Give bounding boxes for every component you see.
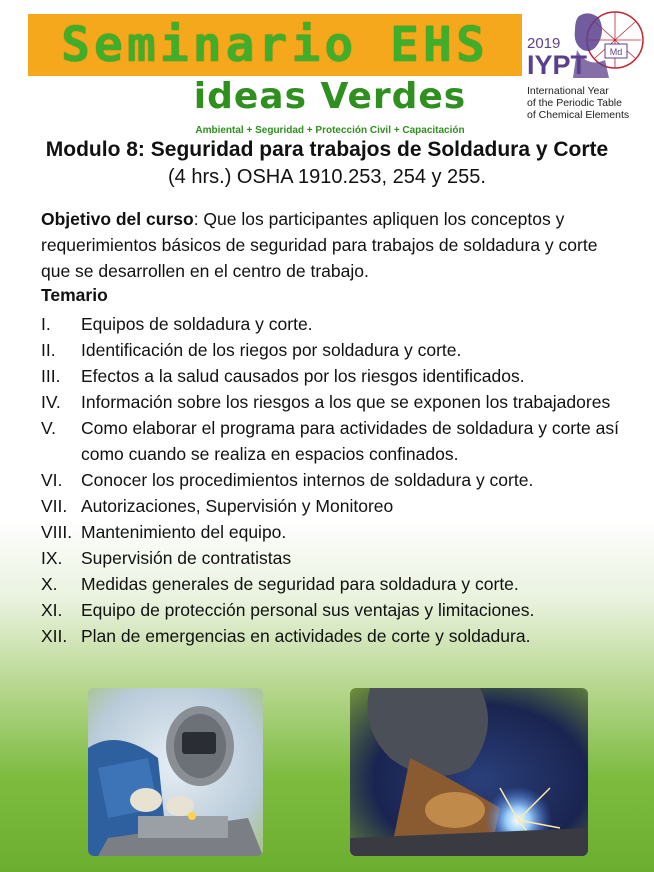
topic-number: VI. <box>41 470 63 490</box>
objective-text: : Que los participantes apliquen los conceptos y requerimientos básicos de seguridad para trabajos de soldadura y corte que se desarrollen en el centro de trabajo. <box>41 209 598 281</box>
banner-title: Seminario EHS <box>61 17 489 73</box>
topic-number: II. <box>41 340 56 360</box>
portrait-icon <box>575 13 602 51</box>
list-item <box>41 597 631 623</box>
list-item <box>41 519 631 545</box>
list-item <box>41 389 631 415</box>
topic-number: III. <box>41 366 61 386</box>
list-item <box>41 571 631 597</box>
iypt-year: 2019 <box>527 35 561 52</box>
topic-number: IX. <box>41 548 63 568</box>
list-item <box>41 467 631 493</box>
topic-text: Plan de emergencias en actividades de corte y soldadura. <box>81 626 531 646</box>
topic-text: Equipos de soldadura y corte. <box>81 314 313 334</box>
element-symbol: Md <box>609 47 623 57</box>
iypt-caption <box>527 85 653 121</box>
list-item <box>41 623 631 649</box>
topic-text: Mantenimiento del equipo. <box>81 522 287 542</box>
glove-icon <box>130 788 162 812</box>
seminar-banner <box>28 14 522 76</box>
topic-text: Medidas generales de seguridad para soldadura y corte. <box>81 574 519 594</box>
iypt-acronym: IYPT <box>527 50 588 80</box>
topic-number: VIII. <box>41 522 73 542</box>
welder-photo-right <box>350 688 588 856</box>
topic-list <box>41 311 631 649</box>
list-item <box>41 311 631 337</box>
list-item <box>41 545 631 571</box>
iypt-caption-line: International Year <box>527 85 609 97</box>
iypt-caption-line: of Chemical Elements <box>527 109 630 121</box>
objective-label: Objetivo del curso <box>41 209 194 229</box>
iypt-logo <box>527 8 647 84</box>
topic-number: XII. <box>41 626 68 646</box>
list-item <box>41 363 631 389</box>
list-item <box>41 415 631 467</box>
topic-number: XI. <box>41 600 63 620</box>
topic-text: Supervisión de contratistas <box>81 548 292 568</box>
topic-text: Conocer los procedimientos internos de soldadura y corte. <box>81 470 534 490</box>
course-objective <box>41 206 621 284</box>
topic-text: Autorizaciones, Supervisión y Monitoreo <box>81 496 394 516</box>
iypt-caption-line: of the Periodic Table <box>527 97 622 109</box>
temario-heading: Temario <box>41 285 108 305</box>
topic-text: Como elaborar el programa para actividades de soldadura y corte así como cuando se realiza en espacios confinados. <box>81 418 619 464</box>
list-item <box>41 493 631 519</box>
brand-tagline: Ambiental + Seguridad + Protección Civil + Capacitación <box>195 125 465 136</box>
topic-number: I. <box>41 314 51 334</box>
welder-photo-left <box>88 688 263 856</box>
brand-name: ideas Verdes <box>193 76 467 117</box>
topic-text: Equipo de protección personal sus ventajas y limitaciones. <box>81 600 535 620</box>
topic-text: Identificación de los riegos por soldadura y corte. <box>81 340 462 360</box>
module-title: Modulo 8: Seguridad para trabajos de Soldadura y Corte <box>45 138 609 161</box>
topic-number: IV. <box>41 392 61 412</box>
topic-number: X. <box>41 574 58 594</box>
topic-number: V. <box>41 418 56 438</box>
topic-text: Efectos a la salud causados por los riesgos identificados. <box>81 366 525 386</box>
topic-text: Información sobre los riesgos a los que se exponen los trabajadores <box>81 392 611 412</box>
topic-number: VII. <box>41 496 68 516</box>
list-item <box>41 337 631 363</box>
glove-icon <box>425 792 485 828</box>
module-subtitle: (4 hrs.) OSHA 1910.253, 254 y 255. <box>168 166 486 188</box>
